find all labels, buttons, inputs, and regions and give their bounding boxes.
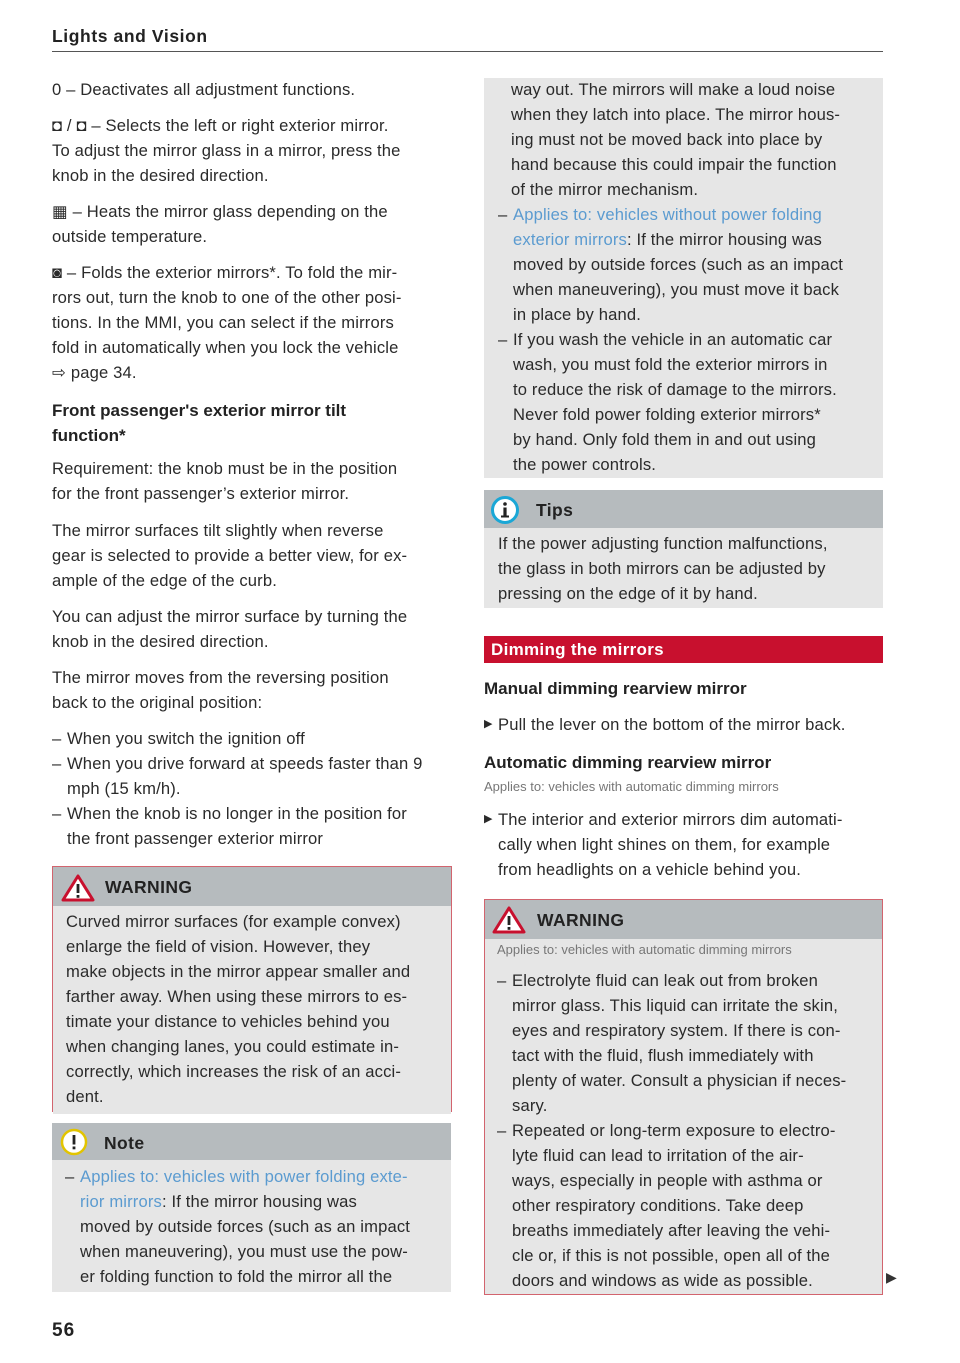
text-line: ▦ – Heats the mirror glass depending on the (52, 202, 388, 221)
paragraph-select-mirror (52, 113, 401, 188)
list-item (65, 1164, 451, 1289)
list-return-conditions (52, 726, 423, 851)
text-line: timate your distance to vehicles behind you (66, 1012, 390, 1031)
heading-manual-dimming (484, 678, 747, 703)
text-line: eyes and respiratory system. If there is con- (512, 1021, 841, 1040)
tips-body (484, 528, 883, 608)
text-line: the power controls. (513, 455, 657, 474)
text-line: for the front passenger’s exterior mirror. (52, 484, 350, 503)
warning-triangle-icon (61, 874, 95, 902)
list-item (484, 807, 843, 882)
text-line: Curved mirror surfaces (for example convex) (66, 912, 401, 931)
text-line: way out. The mirrors will make a loud noise (511, 80, 836, 99)
text-line: function* (52, 426, 126, 445)
list-dash: – (65, 1167, 75, 1186)
text-line: gear is selected to provide a better view, for ex- (52, 546, 408, 565)
tips-header (484, 490, 883, 528)
text-line: The mirror surfaces tilt slightly when reverse (52, 521, 384, 540)
text-line (80, 1164, 451, 1189)
list-dash: – (497, 1121, 507, 1140)
list-dash: – (52, 729, 62, 748)
text-line: moved by outside forces (such as an impact (80, 1217, 411, 1236)
text-line: moved by outside forces (such as an impact (513, 255, 844, 274)
text-line: by hand. Only fold them in and out using (513, 430, 817, 449)
note-continued-text (498, 77, 883, 202)
list-dash: – (497, 971, 507, 990)
warning-list (497, 968, 882, 1293)
page-number: 56 (52, 1320, 76, 1341)
heading-tilt-function (52, 400, 346, 450)
applies-to-link[interactable]: Applies to: vehicles with power folding exte- (80, 1167, 408, 1186)
list-dash: – (52, 754, 62, 773)
text-line: mph (15 km/h). (67, 779, 181, 798)
text-line: Never fold power folding exterior mirrors* (513, 405, 821, 424)
text-line: farther away. When using these mirrors to es- (66, 987, 408, 1006)
warning-header (53, 867, 451, 906)
paragraph-heat-mirror (52, 199, 388, 249)
paragraph-off (52, 77, 355, 102)
text-line: The interior and exterior mirrors dim automati- (498, 810, 843, 829)
text-segment: : If the mirror housing was (162, 1192, 357, 1211)
note-box (52, 1123, 451, 1290)
applies-to-link[interactable]: exterior mirrors (513, 230, 627, 249)
text-line: outside temperature. (52, 227, 208, 246)
text-line: correctly, which increases the risk of an acci- (66, 1062, 402, 1081)
text-line: You can adjust the mirror surface by turning the (52, 607, 408, 626)
text-line: dent. (66, 1087, 104, 1106)
text-line (513, 227, 883, 252)
applies-to-link[interactable]: Applies to: vehicles without power folding (513, 205, 822, 224)
list-item (498, 327, 883, 477)
text-line (513, 202, 883, 227)
text-line: Manual dimming rearview mirror (484, 679, 747, 698)
text-line: The mirror moves from the reversing position (52, 668, 389, 687)
text-line: To adjust the mirror glass in a mirror, press the (52, 141, 401, 160)
header-rule (52, 51, 883, 52)
warning-header (485, 900, 882, 939)
text-line: rors out, turn the knob to one of the other posi- (52, 288, 402, 307)
text-line: Requirement: the knob must be in the position (52, 459, 398, 478)
text-line: tact with the fluid, flush immediately with (512, 1046, 814, 1065)
exclamation-circle-icon (60, 1128, 88, 1156)
note-box-continued (484, 78, 883, 478)
list-dash: – (498, 330, 508, 349)
text-line: the front passenger exterior mirror (67, 829, 324, 848)
text-line: Applies to: vehicles with automatic dimming mirrors (497, 942, 792, 957)
text-line: ◙ – Folds the exterior mirrors*. To fold the mir- (52, 263, 398, 282)
text-line: knob in the desired direction. (52, 166, 269, 185)
text-line: knob in the desired direction. (52, 632, 269, 651)
paragraph-moves-back (52, 665, 389, 715)
note-title: Note (104, 1133, 145, 1153)
list-item (52, 801, 423, 851)
tips-title: Tips (536, 500, 574, 520)
list-item (52, 751, 423, 801)
automatic-dimming-steps (484, 807, 843, 882)
text-line (80, 1189, 451, 1214)
text-line: to reduce the risk of damage to the mirrors. (513, 380, 837, 399)
warning-body (485, 939, 882, 1294)
text-line: When you switch the ignition off (67, 729, 305, 748)
text-line: Automatic dimming rearview mirror (484, 753, 772, 772)
text-line: the glass in both mirrors can be adjusted by (498, 559, 826, 578)
text-line: When you drive forward at speeds faster than 9 (67, 754, 423, 773)
text-line: make objects in the mirror appear smaller and (66, 962, 411, 981)
text-line: cally when light shines on them, for example (498, 835, 831, 854)
text-line: when changing lanes, you could estimate in- (66, 1037, 399, 1056)
next-page-arrow-icon: ▶ (886, 1269, 897, 1285)
text-line: ⇨ page 34. (52, 363, 137, 382)
warning-title: WARNING (105, 877, 193, 897)
text-line: ways, especially in people with asthma or (512, 1171, 823, 1190)
text-line: when they latch into place. The mirror hous- (511, 105, 841, 124)
text-line: in place by hand. (513, 305, 642, 324)
paragraph-requirement (52, 456, 397, 506)
text-line: wash, you must fold the exterior mirrors in (513, 355, 828, 374)
text-line: ing must not be moved back into place by (511, 130, 823, 149)
applies-to-automatic (484, 778, 779, 803)
text-line: mirror glass. This liquid can irritate the skin, (512, 996, 838, 1015)
warning-title: WARNING (537, 910, 625, 930)
note-continued-list (498, 202, 883, 477)
text-line: tions. In the MMI, you can select if the mirrors (52, 313, 394, 332)
text-line: plenty of water. Consult a physician if neces- (512, 1071, 847, 1090)
section-title-bar (484, 636, 883, 663)
list-item (484, 712, 846, 737)
heading-automatic-dimming (484, 752, 771, 777)
text-line: Applies to: vehicles with automatic dimming mirrors (484, 779, 779, 794)
text-line: other respiratory conditions. Take deep (512, 1196, 804, 1215)
applies-to-warning (497, 939, 882, 968)
text-line: Electrolyte fluid can leak out from broken (512, 971, 819, 990)
text-line: hand because this could impair the function (511, 155, 837, 174)
text-line: when maneuvering), you must use the pow- (80, 1242, 408, 1261)
list-item (52, 726, 423, 751)
text-line: breaths immediately after leaving the vehi- (512, 1221, 831, 1240)
info-circle-icon (490, 495, 520, 525)
text-line: Front passenger's exterior mirror tilt (52, 401, 347, 420)
note-body (52, 1160, 451, 1292)
warning-body (53, 906, 451, 1114)
paragraph-tilt (52, 518, 407, 593)
list-dash: – (498, 205, 508, 224)
text-line: cle or, if this is not possible, open all of the (512, 1246, 831, 1265)
text-line: ample of the edge of the curb. (52, 571, 277, 590)
text-line: Repeated or long-term exposure to electro- (512, 1121, 836, 1140)
text-line: doors and windows as wide as possible. (512, 1271, 813, 1290)
section-title: Dimming the mirrors (491, 640, 664, 659)
text-line: ◘ / ◘ – Selects the left or right exterior mirror. (52, 116, 389, 135)
note-header (52, 1123, 451, 1160)
warning-triangle-icon (492, 906, 526, 934)
text-line: lyte fluid can lead to irritation of the air- (512, 1146, 804, 1165)
paragraph-adjust (52, 604, 407, 654)
text-segment: : If the mirror housing was (626, 230, 822, 249)
list-item (498, 202, 883, 327)
text-line: When the knob is no longer in the position for (67, 804, 407, 823)
tips-box (484, 490, 883, 608)
chapter-title: Lights and Vision (52, 26, 208, 46)
list-item (497, 968, 882, 1118)
list-dash: – (52, 804, 62, 823)
applies-to-link[interactable]: rior mirrors (80, 1192, 162, 1211)
text-line: fold in automatically when you lock the vehicle (52, 338, 399, 357)
warning-box-curved-mirror (52, 866, 452, 1112)
bullet-arrow-icon: ▶ (484, 718, 493, 730)
text-line: from headlights on a vehicle behind you. (498, 860, 802, 879)
manual-dimming-steps (484, 712, 846, 737)
text-line: back to the original position: (52, 693, 263, 712)
text-line: sary. (512, 1096, 548, 1115)
paragraph-fold-mirror (52, 260, 402, 385)
text-line: when maneuvering), you must move it back (513, 280, 840, 299)
bullet-arrow-icon: ▶ (484, 813, 493, 825)
warning-box-electrolyte (484, 899, 883, 1295)
text-line: enlarge the field of vision. However, they (66, 937, 371, 956)
text-line: pressing on the edge of it by hand. (498, 584, 758, 603)
list-item (497, 1118, 882, 1293)
text-line: of the mirror mechanism. (511, 180, 699, 199)
text-line: If you wash the vehicle in an automatic car (513, 330, 833, 349)
text-line: er folding function to fold the mirror all the (80, 1267, 393, 1286)
text-line: Pull the lever on the bottom of the mirror back. (498, 715, 846, 734)
text-line: If the power adjusting function malfunctions, (498, 534, 828, 553)
text-line: 0 – Deactivates all adjustment functions. (52, 80, 356, 99)
